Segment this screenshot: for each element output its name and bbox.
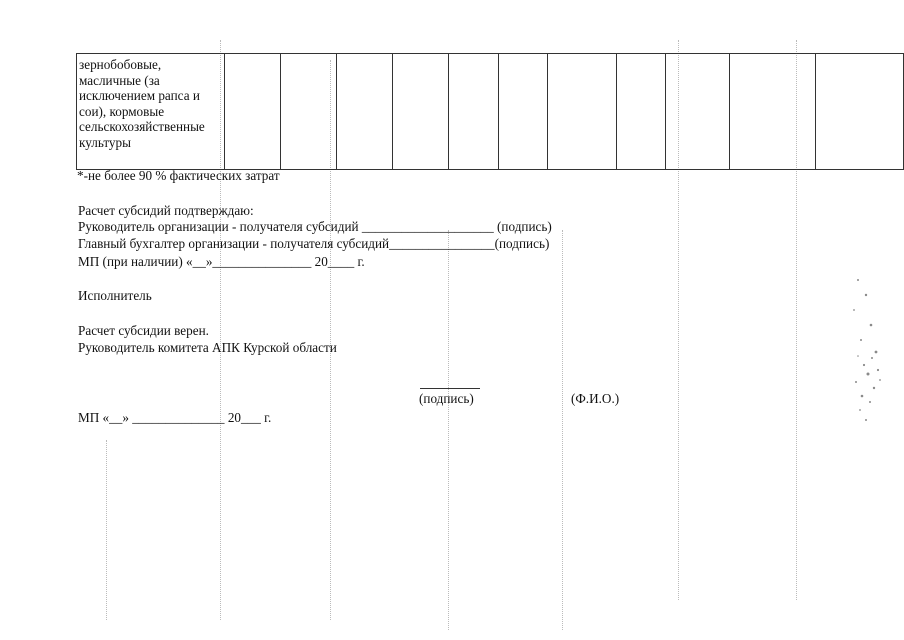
stamp-date-line: МП (при наличии) «__»_______________ 20____ г.: [78, 254, 365, 269]
footnote: *-не более 90 % фактических затрат: [77, 168, 280, 183]
verify-line-1: Расчет субсидии верен.: [78, 323, 209, 338]
bottom-stamp-date: МП «__» ______________ 20___ г.: [78, 410, 272, 425]
row-label-cell: зернобобовые, масличные (за исключением рапса и сои), кормовые сельскохозяйственные культуры: [77, 54, 225, 170]
executor-label: Исполнитель: [78, 288, 152, 303]
table-cell: [666, 54, 730, 170]
scan-streak: [106, 440, 107, 620]
signature-label: (подпись): [419, 391, 474, 406]
table-cell: [816, 54, 904, 170]
table-cell: [616, 54, 666, 170]
scan-streak: [562, 230, 563, 630]
table-cell: [449, 54, 499, 170]
signature-underline: [420, 388, 480, 389]
confirm-heading: Расчет субсидий подтверждаю:: [78, 203, 254, 218]
scan-streak: [448, 230, 449, 630]
table-cell: [729, 54, 815, 170]
table-cell: [393, 54, 449, 170]
table-cell: [547, 54, 616, 170]
table-row: [77, 54, 904, 170]
table-cell: [337, 54, 393, 170]
scan-noise: [846, 270, 896, 440]
accountant-signature-line: Главный бухгалтер организации - получателя субсидий________________(подпись): [78, 236, 550, 251]
verify-line-2: Руководитель комитета АПК Курской области: [78, 340, 337, 355]
table-cell: [224, 54, 280, 170]
table-cell: [498, 54, 547, 170]
table-cell: [280, 54, 336, 170]
name-label: (Ф.И.О.): [571, 391, 620, 406]
head-signature-line: Руководитель организации - получателя субсидий ____________________ (подпись): [78, 219, 552, 234]
subsidy-table: [76, 53, 904, 170]
